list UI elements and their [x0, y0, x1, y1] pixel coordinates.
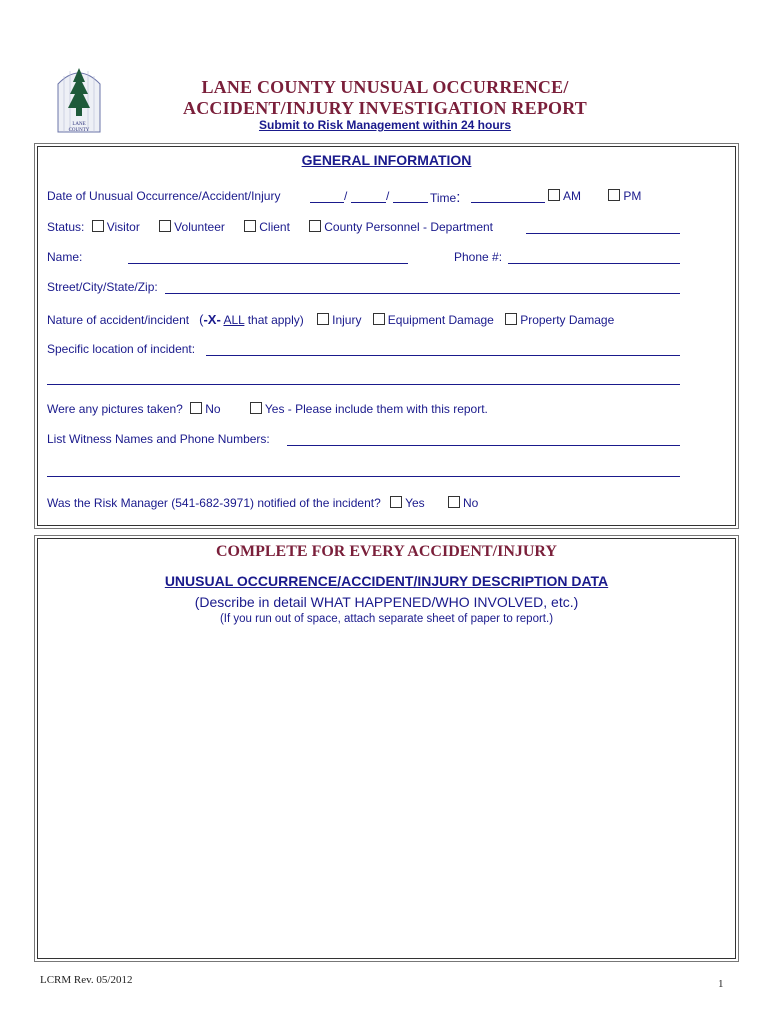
report-title-line2: ACCIDENT/INJURY INVESTIGATION REPORT: [183, 98, 587, 118]
nature-label: Nature of accident/incident: [47, 313, 190, 327]
county-personnel-label: County Personnel - Department: [324, 220, 494, 234]
time-row: [430, 189, 460, 206]
description-section: [37, 538, 736, 959]
nature-row: [47, 312, 614, 327]
pm-checkbox[interactable]: [608, 189, 620, 201]
visitor-checkbox[interactable]: [92, 220, 104, 232]
pictures-label: Were any pictures taken?: [47, 402, 183, 416]
pictures-yes-label: Yes - Please include them with this report.: [264, 402, 488, 416]
client-checkbox[interactable]: [244, 220, 256, 232]
date-sep-2: /: [386, 189, 390, 203]
visitor-label: Visitor: [106, 220, 140, 234]
report-subtitle: Submit to Risk Management within 24 hours: [258, 118, 512, 132]
location-field[interactable]: [206, 355, 680, 356]
revision-label: LCRM Rev. 05/2012: [40, 974, 133, 986]
injury-label: Injury: [332, 313, 362, 327]
equipment-damage-label: Equipment Damage: [387, 313, 494, 327]
nature-x-mark: -X-: [203, 312, 221, 327]
date-sep-1: /: [344, 189, 348, 203]
pictures-no-checkbox[interactable]: [190, 402, 202, 414]
general-information-heading: GENERAL INFORMATION: [301, 152, 472, 168]
witness-label: List Witness Names and Phone Numbers:: [47, 432, 270, 446]
pictures-yes-checkbox[interactable]: [250, 402, 262, 414]
pictures-no-label: No: [205, 402, 221, 416]
status-row: [47, 220, 493, 234]
nature-all: ALL: [223, 313, 245, 327]
department-field[interactable]: [526, 233, 680, 234]
description-heading: COMPLETE FOR EVERY ACCIDENT/INJURY: [216, 543, 557, 560]
time-label: Time: [430, 191, 457, 205]
date-label: Date of Unusual Occurrence/Accident/Injury: [47, 189, 281, 203]
risk-yes-label: Yes: [405, 496, 425, 510]
svg-text:COUNTY: COUNTY: [68, 128, 90, 133]
risk-yes-checkbox[interactable]: [390, 496, 402, 508]
am-checkbox[interactable]: [548, 189, 560, 201]
date-month-field[interactable]: [310, 202, 344, 203]
risk-manager-label: Was the Risk Manager (541-682-3971) notified of the incident?: [47, 496, 381, 510]
time-field[interactable]: [471, 202, 545, 203]
date-day-field[interactable]: [351, 202, 386, 203]
nature-x-open: (: [199, 312, 204, 327]
description-note: (If you run out of space, attach separate sheet of paper to report.): [219, 613, 554, 625]
phone-field[interactable]: [508, 263, 680, 264]
county-personnel-checkbox[interactable]: [309, 220, 321, 232]
witness-field-line2[interactable]: [47, 476, 680, 477]
name-field[interactable]: [128, 263, 408, 264]
description-instruction: (Describe in detail WHAT HAPPENED/WHO INVOLVED, etc.): [194, 594, 579, 610]
equipment-damage-checkbox[interactable]: [373, 313, 385, 325]
general-information-section: [37, 146, 736, 526]
location-label: Specific location of incident:: [47, 342, 196, 356]
pm-label: PM: [623, 189, 642, 203]
risk-no-label: No: [463, 496, 479, 510]
risk-manager-row: [47, 496, 478, 510]
pictures-row: [47, 402, 488, 416]
property-damage-checkbox[interactable]: [505, 313, 517, 325]
am-pm-row: [536, 189, 641, 203]
time-colon: :: [456, 189, 461, 206]
street-label: Street/City/State/Zip:: [47, 280, 158, 294]
lane-county-logo: [54, 62, 104, 136]
client-label: Client: [259, 220, 290, 234]
page-number: 1: [718, 978, 724, 990]
date-year-field[interactable]: [393, 202, 428, 203]
nature-tail: that apply): [247, 313, 304, 327]
date-row: [47, 189, 280, 203]
name-label: Name:: [47, 250, 83, 264]
risk-no-checkbox[interactable]: [448, 496, 460, 508]
volunteer-label: Volunteer: [174, 220, 225, 234]
status-label: Status:: [47, 220, 85, 234]
description-text-area[interactable]: [48, 635, 725, 951]
injury-checkbox[interactable]: [317, 313, 329, 325]
property-damage-label: Property Damage: [520, 313, 615, 327]
location-field-line2[interactable]: [47, 384, 680, 385]
report-title-line1: LANE COUNTY UNUSUAL OCCURRENCE/: [201, 77, 569, 97]
street-field[interactable]: [165, 293, 680, 294]
phone-label: Phone #:: [454, 250, 503, 264]
description-subheading: UNUSUAL OCCURRENCE/ACCIDENT/INJURY DESCRIPTION DATA: [164, 573, 609, 589]
svg-text:LANE: LANE: [72, 122, 86, 127]
am-label: AM: [563, 189, 581, 203]
witness-field[interactable]: [287, 445, 680, 446]
volunteer-checkbox[interactable]: [159, 220, 171, 232]
